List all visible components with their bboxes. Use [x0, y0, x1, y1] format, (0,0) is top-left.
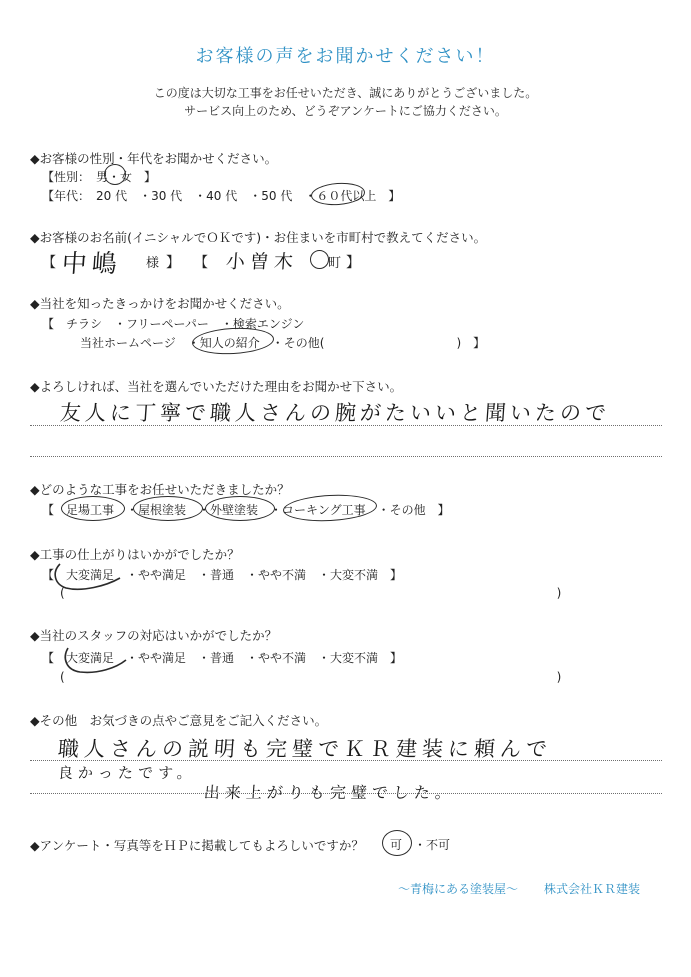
- q3-question: ◆当社を知ったきっかけをお聞かせください。: [30, 296, 290, 311]
- q9-options: 可 ・不可: [390, 838, 451, 852]
- q2-sama: 様: [146, 256, 160, 271]
- q5-options: 【 足場工事 ・屋根塗装 ・外壁塗装 ・コーキング工事 ・その他 】: [42, 503, 450, 517]
- q7-very-satisfied-mark: [58, 642, 138, 678]
- q4-answer-line-2: [30, 456, 662, 457]
- q6-comment-paren: ( ): [60, 586, 562, 600]
- q8-answer-line-2: [30, 793, 662, 794]
- roof-painting-circle-mark: [133, 496, 203, 521]
- q3-options-row-2: 当社ホームページ ・知人の紹介 ・その他( ) 】: [80, 336, 486, 350]
- wall-painting-circle-mark: [205, 496, 275, 521]
- footer-tagline: ～青梅にある塗装屋～: [398, 882, 519, 896]
- q6-very-satisfied-mark: [48, 558, 128, 594]
- q8-handwritten-line-3: 出来上がりも完璧でした。: [203, 783, 457, 802]
- name-handwritten: 中嶋: [60, 249, 123, 278]
- caulking-circle-mark: [282, 493, 377, 524]
- q2-bracket-open: 【: [42, 255, 56, 271]
- q8-handwritten-line-2: 良かったです。: [57, 764, 198, 782]
- q2-question: ◆お客様のお名前(イニシャルでＯＫです)・お住まいを市町村で教えてください。: [30, 230, 487, 245]
- q7-comment-paren: ( ): [60, 670, 562, 684]
- q4-answer-line-1: [30, 425, 662, 426]
- q1-gender-options: 【性別： 男・女 】: [42, 170, 157, 184]
- q2-bracket-close: 】: [346, 255, 360, 271]
- q7-question: ◆当社のスタッフの対応はいかがでしたか？: [30, 628, 278, 643]
- q8-handwritten-line-1: 職人さんの説明も完璧でＫＲ建装に頼んで: [57, 737, 553, 761]
- q6-options: 【 大変満足 ・やや満足 ・普通 ・やや不満 ・大変不満 】: [42, 568, 403, 582]
- q8-answer-line-1: [30, 760, 662, 761]
- q6-question: ◆工事の仕上がりはいかがでしたか？: [30, 547, 240, 562]
- intro-line-1: この度は大切な工事をお任せいただき、誠にありがとうございました。: [153, 86, 538, 100]
- form-title: お客様の声をお聞かせください！: [195, 46, 496, 67]
- q2-town: 町: [328, 256, 342, 271]
- q5-question: ◆どのような工事をお任せいただきましたか？: [30, 482, 290, 497]
- q9-question: ◆アンケート・写真等をＨＰに掲載してもよろしいですか？: [30, 838, 364, 853]
- q1-age-options: 【年代： 20 代 ・30 代 ・40 代 ・50 代 ・６０代以上 】: [42, 189, 401, 203]
- intro-line-2: サービス向上のため、どうぞアンケートにご協力ください。: [184, 104, 507, 118]
- footer-company-name: 株式会社ＫＲ建装: [544, 882, 641, 896]
- q3-options-row-1: 【 チラシ ・フリーペーパー ・検索エンジン: [42, 317, 305, 331]
- town-circle-mark: [310, 250, 329, 269]
- q9-yes-circle-mark: [382, 830, 412, 856]
- q7-options: 【 大変満足 ・やや満足 ・普通 ・やや不満 ・大変不満 】: [42, 651, 403, 665]
- q2-bracket-mid: 】 【: [166, 255, 208, 271]
- address-handwritten: 小曽木: [225, 251, 299, 273]
- q8-question: ◆その他 お気づきの点やご意見をご記入ください。: [30, 713, 328, 728]
- q1-question: ◆お客様の性別・年代をお聞かせください。: [30, 151, 278, 166]
- gender-male-circle-mark: [104, 164, 126, 185]
- q4-handwritten-answer: 友人に丁寧で職人さんの腕がたいいと聞いたので: [59, 401, 611, 425]
- scaffolding-circle-mark: [61, 496, 125, 521]
- q4-question: ◆よろしければ、当社を選んでいただけた理由をお聞かせ下さい。: [30, 379, 403, 394]
